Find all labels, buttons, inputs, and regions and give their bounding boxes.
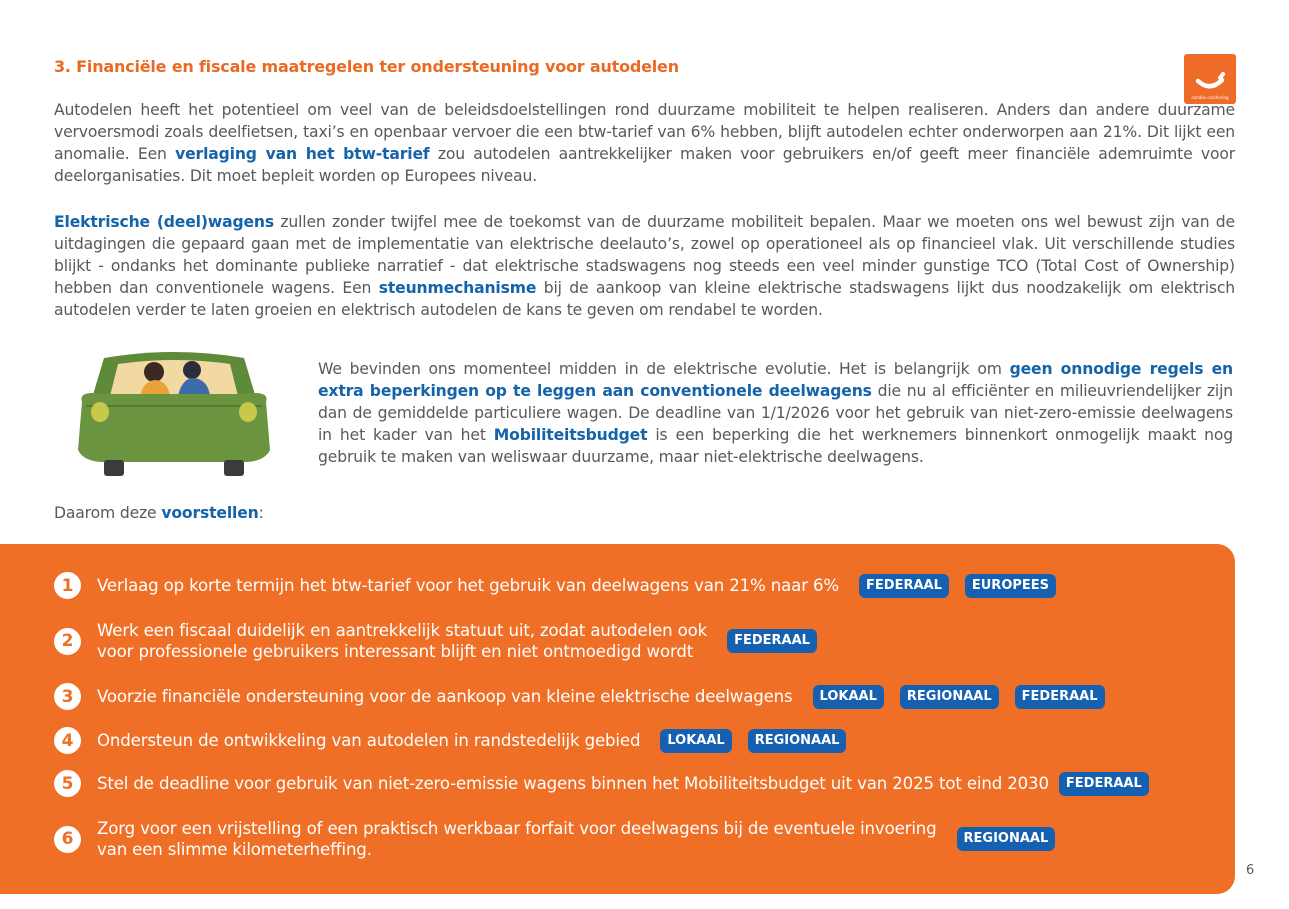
paragraph-conventionele-wagens: We bevinden ons momenteel midden in de elektrische evolutie. Het is belangrijk om geen onnodige regels en extra beperkingen op te leggen aan conventionele deelwagens die nu al efficiënter en milieuvriendelijker zijn dan de gemiddelde particuliere wagen. De deadline van 1/1/2026 voor het gebruik van niet-zero-emissie deelwagens in het kader van het Mobiliteitsbudget is een beperking die het werknemers binnenkort onmogelijk maakt nog gebruik te maken van weliswaar duurzame, maar niet-elektrische deelwagens. <box>318 360 1234 466</box>
proposal-tags <box>1059 772 1149 796</box>
logo-text: cambio carsharing <box>1191 95 1229 100</box>
proposal-number: 1 <box>54 572 81 599</box>
proposals-intro: Daarom deze voorstellen: <box>54 504 264 522</box>
tag-badge: FEDERAAL <box>1015 685 1105 709</box>
highlight-mobiliteitsbudget: Mobiliteitsbudget <box>493 426 648 444</box>
proposal-text: Zorg voor een vrijstelling of een praktisch werkbaar forfait voor deelwagens bij de eventuele invoering van een slimme kilometerheffing. <box>97 819 937 859</box>
highlight-voorstellen: voorstellen <box>161 504 259 522</box>
proposal-tags <box>660 729 862 753</box>
proposal-number: 3 <box>54 683 81 710</box>
tag-badge: FEDERAAL <box>727 629 817 653</box>
tag-badge: EUROPEES <box>965 574 1056 598</box>
tag-badge: REGIONAAL <box>900 685 999 709</box>
page-number: 6 <box>1246 863 1255 878</box>
tag-badge: FEDERAAL <box>1059 772 1149 796</box>
car-illustration <box>74 350 274 478</box>
proposal-item <box>54 770 1149 797</box>
highlight-btw-verlaging: verlaging van het btw-tarief <box>175 145 430 163</box>
proposal-text: Voorzie financiële ondersteuning voor de aankoop van kleine elektrische deelwagens <box>97 687 793 706</box>
proposal-tags <box>957 827 1072 851</box>
highlight-geen-onnodige-regels: geen onnodige regels en extra beperkingen op te leggen aan conventionele deelwagens <box>318 360 1234 400</box>
proposal-item <box>54 620 833 662</box>
paragraph-elektrische-wagens: Elektrische (deel)wagens zullen zonder twijfel mee de toekomst van de duurzame mobiliteit bepalen. Maar we moeten ons wel bewust zijn van de uitdagingen die gepaard gaan met de implementatie van elektrische deelauto’s, zowel op operationeel als op financieel vlak. Uit verschillende studies blijkt - ondanks het dominante publieke narratief - dat elektrische stadswagens nog steeds een veel minder gunstige TCO (Total Cost of Ownership) hebben dan conventionele wagens. Een steunmechanisme bij de aankoop van kleine elektrische stadswagens lijkt dus noodzakelijk om elektrisch autodelen verder te laten groeien en elektrisch autodelen de kans te geven om rendabel te worden. <box>54 213 1236 319</box>
proposal-text: Werk een fiscaal duidelijk en aantrekkelijk statuut uit, zodat autodelen ook voor professionele gebruikers interessant blijft en niet ontmoedigd wordt <box>97 621 708 661</box>
proposal-number: 5 <box>54 770 81 797</box>
highlight-steunmechanisme: steunmechanisme <box>378 279 537 297</box>
tag-badge: LOKAAL <box>660 729 731 753</box>
proposal-number: 4 <box>54 727 81 754</box>
section-heading: 3. Financiële en fiscale maatregelen ter ondersteuning voor autodelen <box>54 57 679 76</box>
tag-badge: REGIONAAL <box>957 827 1056 851</box>
proposal-number: 2 <box>54 628 81 655</box>
paragraph-btw: Autodelen heeft het potentieel om veel van de beleidsdoelstellingen rond duurzame mobiliteit te helpen realiseren. Anders dan andere duurzame vervoersmodi zoals deelfietsen, taxi’s en openbaar vervoer die een btw-tarief van 6% hebben, blijft autodelen echter onderworpen aan 21%. Dit lijkt een anomalie. Een verlaging van het btw-tarief zou autodelen aantrekkelijker maken voor gebruikers en/of geeft meer financiële ademruimte voor deelorganisaties. Dit moet bepleit worden op Europees niveau. <box>54 101 1235 185</box>
tag-badge: REGIONAAL <box>748 729 847 753</box>
proposal-item <box>54 572 1072 599</box>
tag-badge: FEDERAAL <box>859 574 949 598</box>
tag-badge: LOKAAL <box>813 685 884 709</box>
proposal-item <box>54 727 862 754</box>
proposal-text: Ondersteun de ontwikkeling van autodelen in randstedelijk gebied <box>97 731 641 750</box>
proposal-item <box>54 683 1121 710</box>
cambio-logo-icon <box>1184 54 1236 104</box>
proposal-tags <box>727 629 833 653</box>
proposal-text: Verlaag op korte termijn het btw-tarief voor het gebruik van deelwagens van 21% naar 6% <box>97 576 840 595</box>
highlight-elektrische-wagens: Elektrische (deel)wagens <box>54 213 274 231</box>
proposal-tags <box>813 685 1121 709</box>
proposal-number: 6 <box>54 826 81 853</box>
proposal-item <box>54 818 1071 860</box>
proposal-text: Stel de deadline voor gebruik van niet-zero-emissie wagens binnen het Mobiliteitsbudget uit van 2025 tot eind 2030 <box>97 774 1049 793</box>
proposal-tags <box>859 574 1072 598</box>
